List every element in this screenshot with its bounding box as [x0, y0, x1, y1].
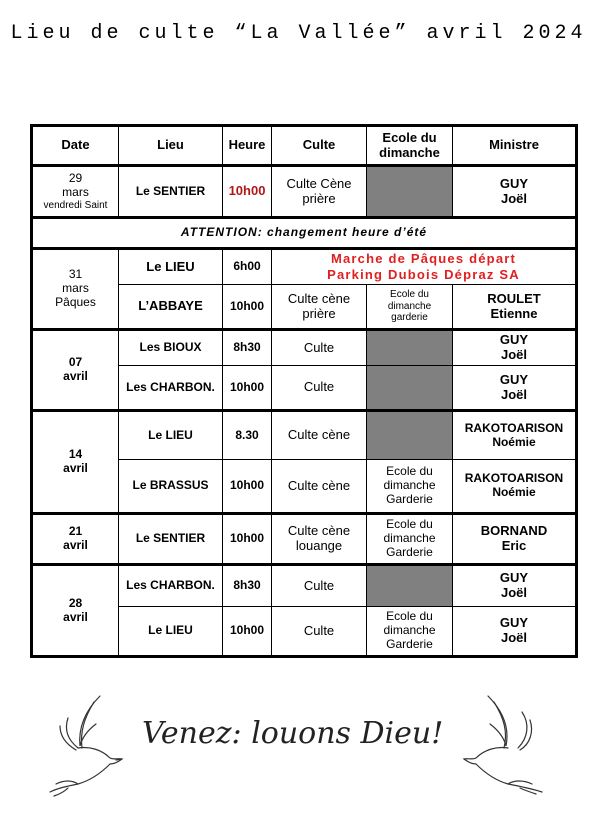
- header-ministre: Ministre: [489, 137, 539, 153]
- ministre-name: GUY: [499, 570, 529, 586]
- date-day: 14: [68, 447, 83, 462]
- ministre-cell: [453, 409, 575, 459]
- ministre-firstname: Joël: [500, 347, 527, 362]
- culte-cell: Culte cène louange: [272, 512, 367, 563]
- dove-right-icon: [452, 690, 562, 795]
- culte-cell: Culte cène prière: [272, 284, 367, 328]
- date-day: 31: [68, 267, 83, 282]
- ministre-name: RAKOTOARISON: [464, 420, 564, 435]
- ministre-cell: [453, 512, 575, 563]
- heure-cell: 6h00: [223, 247, 272, 284]
- lieu-cell: Les BIOUX: [119, 328, 223, 365]
- schedule-table: [30, 124, 578, 658]
- ministre-cell: [453, 284, 575, 328]
- date-month: mars: [62, 281, 89, 296]
- easter-notice: [272, 247, 575, 284]
- heure-cell: 8h30: [223, 328, 272, 365]
- date-month: mars: [62, 184, 89, 199]
- heure-cell: 10h00: [223, 164, 272, 216]
- notice-line-1: Marche de Pâques départ: [330, 250, 517, 266]
- lieu-cell: L’ABBAYE: [119, 284, 223, 328]
- ministre-cell: [453, 365, 575, 409]
- ministre-firstname: Joël: [500, 630, 527, 645]
- ministre-firstname: Joël: [500, 190, 527, 206]
- heure-cell: 10h00: [223, 365, 272, 409]
- culte-cell: Culte cène: [272, 409, 367, 459]
- ministre-firstname: Etienne: [490, 305, 538, 321]
- lieu-cell: Le LIEU: [119, 247, 223, 284]
- ministre-name: GUY: [499, 175, 529, 191]
- ecole-cell: Ecole du dimanche garderie: [367, 284, 453, 328]
- date-cell-28: [33, 563, 119, 655]
- ecole-cell: [367, 563, 453, 606]
- ministre-firstname: Noémie: [492, 485, 536, 499]
- ministre-firstname: Eric: [501, 538, 527, 553]
- culte-cell: Culte cène: [272, 459, 367, 512]
- ministre-name: GUY: [499, 615, 529, 631]
- culte-cell: Culte Cène prière: [272, 164, 367, 216]
- lieu-cell: Le SENTIER: [119, 512, 223, 563]
- date-month: avril: [63, 461, 88, 475]
- culte-cell: Culte: [272, 328, 367, 365]
- header-lieu: Lieu: [119, 127, 223, 164]
- dove-left-icon: [38, 688, 138, 798]
- heure-cell: 10h00: [223, 284, 272, 328]
- date-cell-07: [33, 328, 119, 409]
- ministre-firstname: Noémie: [492, 434, 536, 449]
- ecole-cell: Ecole du dimanche Garderie: [367, 606, 453, 655]
- ministre-name: BORNAND: [480, 523, 548, 539]
- header-heure: Heure: [223, 127, 272, 164]
- date-day: 29: [68, 170, 83, 185]
- ministre-name: ROULET: [487, 290, 541, 306]
- attention-banner: ATTENTION: changement heure d’été: [33, 216, 575, 247]
- culte-cell: Culte: [272, 563, 367, 606]
- date-cell-29: [33, 164, 119, 216]
- date-cell-14: [33, 409, 119, 512]
- ecole-cell: [367, 328, 453, 365]
- heure-cell: 10h00: [223, 606, 272, 655]
- header-ecole: Ecole du dimanche: [367, 127, 453, 164]
- date-day: 21: [68, 524, 83, 539]
- header-date: Date: [33, 127, 119, 164]
- date-month: avril: [63, 609, 88, 624]
- heure-cell: 10h00: [223, 459, 272, 512]
- lieu-cell: Les CHARBON.: [119, 365, 223, 409]
- ecole-cell: Ecole du dimanche Garderie: [367, 459, 453, 512]
- date-month: avril: [63, 538, 88, 552]
- date-cell-21: [33, 512, 119, 563]
- lieu-cell: Le SENTIER: [119, 164, 223, 216]
- ministre-firstname: Joël: [500, 585, 527, 600]
- ministre-name: RAKOTOARISON: [464, 471, 564, 486]
- ecole-cell: Ecole du dimanche Garderie: [367, 512, 453, 563]
- ecole-cell: [367, 365, 453, 409]
- lieu-cell: Le LIEU: [119, 409, 223, 459]
- slogan: Venez: louons Dieu!: [142, 716, 444, 751]
- ecole-cell: [367, 409, 453, 459]
- lieu-cell: Le LIEU: [119, 606, 223, 655]
- ministre-cell: [453, 328, 575, 365]
- date-day: 28: [68, 595, 83, 610]
- grey-fill: [367, 167, 452, 216]
- ministre-cell: [453, 606, 575, 655]
- date-note: Pâques: [55, 294, 96, 309]
- culte-cell: Culte: [272, 606, 367, 655]
- ministre-cell: [453, 563, 575, 606]
- ministre-name: GUY: [499, 371, 529, 387]
- ministre-name: GUY: [499, 332, 529, 348]
- header-culte: Culte: [272, 127, 367, 164]
- ministre-cell: [453, 459, 575, 512]
- culte-cell: Culte: [272, 365, 367, 409]
- date-note: vendredi Saint: [43, 199, 108, 211]
- date-cell-31: [33, 247, 119, 328]
- heure-cell: 8.30: [223, 409, 272, 459]
- ministre-cell: [453, 164, 575, 216]
- lieu-cell: Les CHARBON.: [119, 563, 223, 606]
- lieu-cell: Le BRASSUS: [119, 459, 223, 512]
- heure-cell: 8h30: [223, 563, 272, 606]
- page-title: Lieu de culte “La Vallée” avril 2024: [10, 22, 587, 45]
- ministre-firstname: Joël: [500, 386, 527, 402]
- date-day: 07: [68, 355, 83, 370]
- date-month: avril: [63, 369, 88, 383]
- notice-line-2: Parking Dubois Dépraz SA: [327, 267, 520, 282]
- ecole-cell: [367, 164, 453, 216]
- heure-cell: 10h00: [223, 512, 272, 563]
